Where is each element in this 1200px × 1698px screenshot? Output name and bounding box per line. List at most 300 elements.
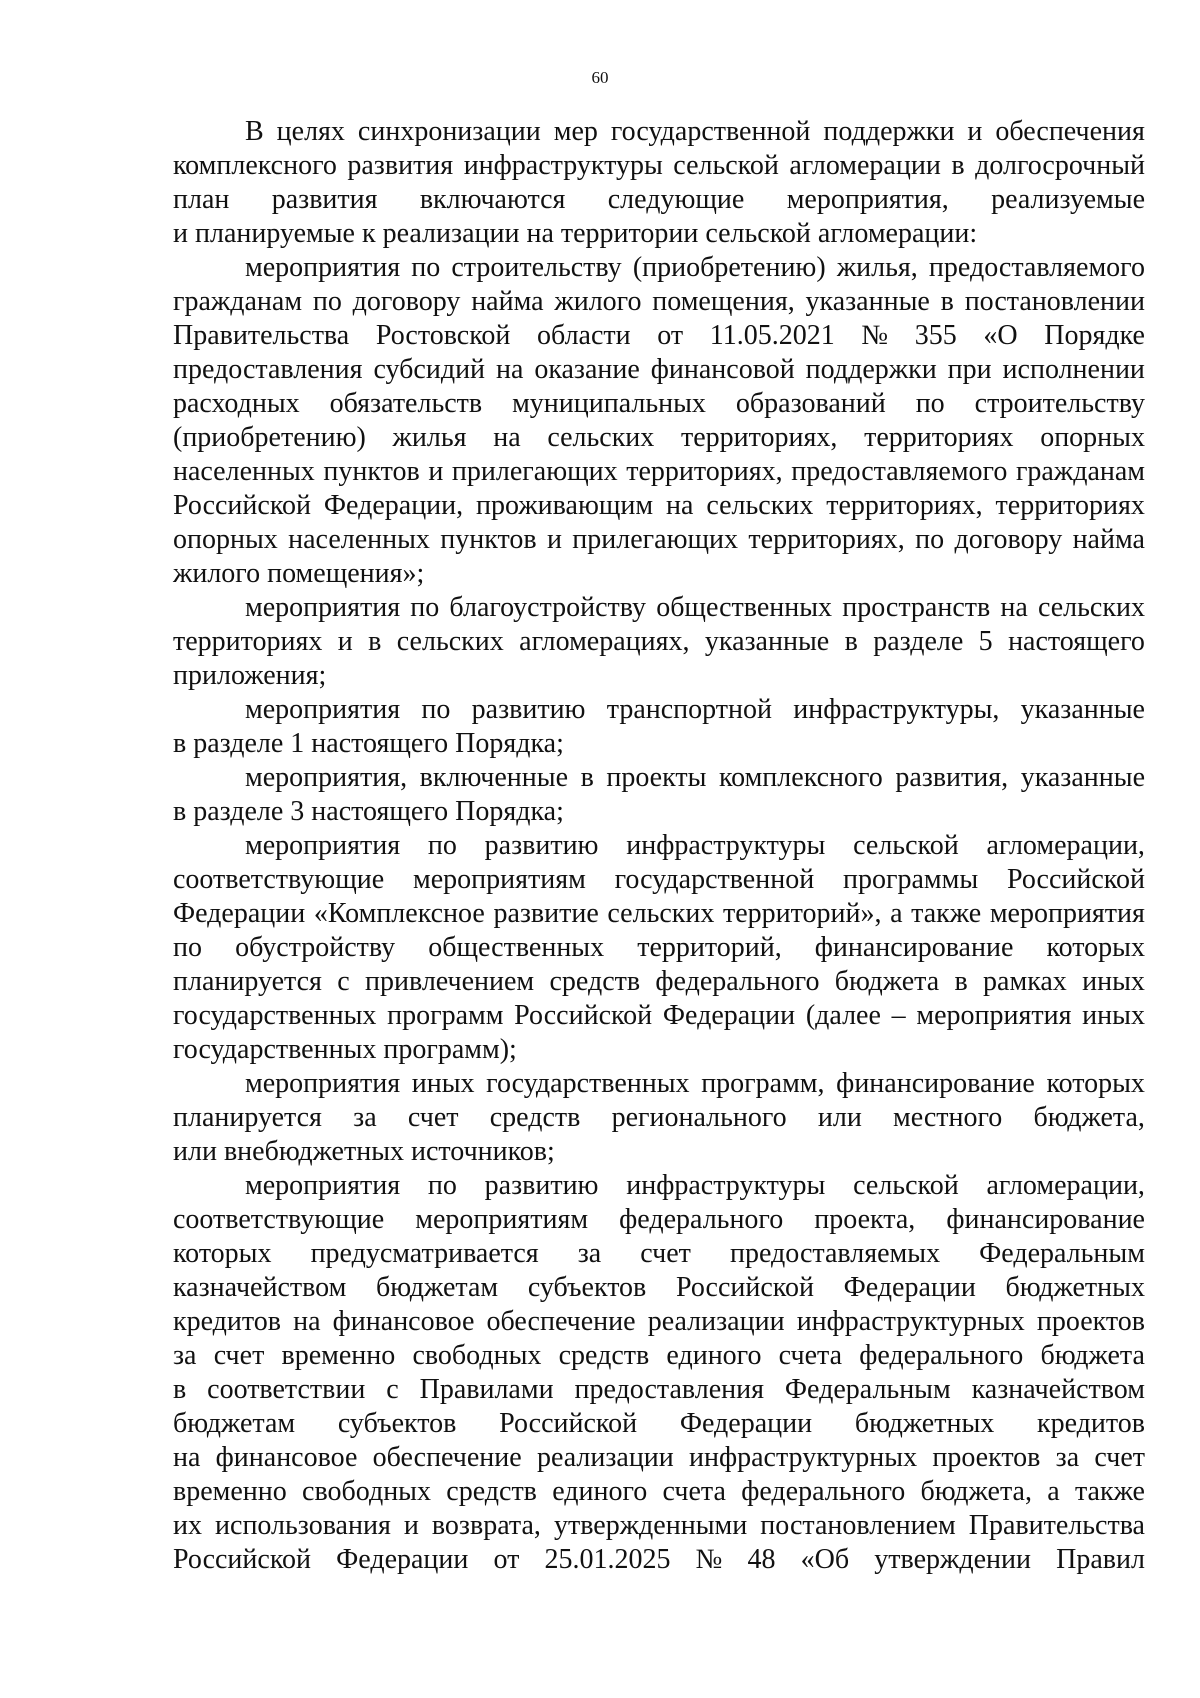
word: по [410,592,440,623]
word: развития, [895,762,1009,793]
text-line [173,149,1145,183]
word: инфраструктурных [796,1306,1025,1337]
word: финансирование [814,932,1014,963]
word: которых [1046,1068,1145,1099]
word: мероприятия [245,592,401,623]
word: счет [213,1340,265,1371]
word: по [421,694,451,725]
word: мероприятия [245,1068,401,1099]
word: территориях, [748,524,905,555]
word: в [951,150,965,181]
word: на [495,354,524,385]
word: Российской [173,490,311,521]
word: (приобретению) [173,422,366,453]
word: расходных [173,388,300,419]
text-line [173,1203,1145,1237]
word: жилья, [836,252,918,283]
word: предоставляемого [928,252,1145,283]
word: Правилами [419,1374,554,1405]
word: развития [347,150,454,181]
word: опорных [1040,422,1145,453]
word: и [173,218,188,249]
word: сельской [853,1170,959,1201]
word: синхронизации [357,116,541,147]
text-line [173,625,1145,659]
text-line [173,1475,1145,1509]
word: соответствующие [173,1204,385,1235]
word: бюджета, [920,1476,1032,1507]
word: в [173,728,187,759]
word: сельской [705,218,811,249]
word: по [915,388,945,419]
word: 11.05.2021 [709,320,835,351]
text-line [173,1067,1145,1101]
word: образований [735,388,886,419]
text-line [173,1543,1145,1577]
word: местного [893,1102,1003,1133]
word: временно [281,1340,396,1371]
word: инфраструктурных [689,1442,918,1473]
word: казначейством [173,1272,347,1303]
word: развитие [493,898,599,929]
word: в [173,1374,187,1405]
word: план [173,184,230,215]
text-line [173,251,1145,285]
text-line [173,829,1145,863]
word: бюджетам [376,1272,499,1303]
word: проживающим [476,490,654,521]
text-line [173,965,1145,999]
word: обеспечение [372,1442,522,1473]
text-line [173,1407,1145,1441]
word: средств [549,966,641,997]
word: бюджета [834,966,940,997]
text-line [173,387,1145,421]
text-line [173,659,1145,693]
word: бюджетам [173,1408,296,1439]
word: Порядка; [455,796,564,827]
text-line [173,1305,1145,1339]
word: государственной [614,864,815,895]
word: сельской [673,150,779,181]
word: по [312,286,342,317]
text-line [173,183,1145,217]
word: по [411,252,441,283]
word: Федерации [843,1272,976,1303]
text-line [173,353,1145,387]
word: программ [387,1000,504,1031]
word: Федерации [679,1408,813,1439]
word: настоящего [311,728,449,759]
word: на [173,1442,201,1473]
word: прилегающих [451,456,618,487]
word: средств [446,1476,537,1507]
word: мероприятия [245,830,401,861]
word: по [915,524,945,555]
word: к [362,218,376,249]
word: соответствии [207,1374,366,1405]
word: источников; [411,1136,555,1167]
word: реализуемые [991,184,1145,215]
word: инфраструктуры [463,150,663,181]
word: государственных [173,1000,377,1031]
word: населенных [173,456,315,487]
word: государственной [610,116,811,147]
word: Федеральным [979,1238,1145,1269]
word: по [427,1170,457,1201]
word: разделе [193,796,284,827]
word: сельских [1037,592,1145,623]
word: развитию [484,1170,599,1201]
text-line [173,761,1145,795]
word: инфраструктуры [626,830,826,861]
word: от [493,1544,520,1575]
word: реализации [536,1442,674,1473]
word: помещения, [652,286,795,317]
word: Порядка; [455,728,564,759]
word: субъектов [527,1272,647,1303]
word: использования [215,1510,391,1541]
word: их [173,1510,202,1541]
word: – [891,1000,906,1031]
word: Российской [173,1544,311,1575]
text-line [173,523,1145,557]
text-line [173,1135,1145,1169]
word: настоящего [1008,626,1145,657]
word: на [526,218,554,249]
text-line [173,1101,1145,1135]
word: Российской [499,1408,638,1439]
word: программ, [701,1068,825,1099]
word: федерального [859,1340,1024,1371]
word: области [537,320,631,351]
word: федерального [619,1204,784,1235]
word: разделе [873,626,964,657]
word: транспортной [606,694,773,725]
word: обеспечение [486,1306,636,1337]
word: свободных [302,1476,431,1507]
word: 355 [914,320,957,351]
word: на [666,490,694,521]
word: финансирование [946,1204,1145,1235]
word: обустройству [235,932,396,963]
text-line [173,489,1145,523]
word: опорных [173,524,278,555]
text-line [173,217,1145,251]
text-line [173,557,1145,591]
word: мероприятиям [415,1204,589,1235]
word: Порядке [1044,320,1145,351]
word: найма [471,286,544,317]
text-line [173,1237,1145,1271]
word: оказание [534,354,640,385]
word: 3 [290,796,305,827]
word: включаются [419,184,566,215]
text-line [173,319,1145,353]
word: общественных [656,592,833,623]
word: мероприятиям [413,864,586,895]
word: проекта, [814,1204,916,1235]
word: по [173,932,202,963]
word: проектов [932,1442,1041,1473]
word: утверждении [874,1544,1031,1575]
word: разделе [193,728,284,759]
word: проекты [606,762,707,793]
word: финансовой [650,354,795,385]
word: за [577,1238,602,1269]
word: мероприятия, [245,762,408,793]
word: «Комплексное [313,898,485,929]
word: единого [552,1476,648,1507]
word: Правил [1056,1544,1145,1575]
word: внебюджетных [223,1136,405,1167]
word: программ); [383,1034,517,1065]
word: сельской [853,830,959,861]
word: утвержденными [553,1510,748,1541]
word: средств [558,1340,650,1371]
word: № [695,1544,723,1575]
word: Федерации [336,1544,469,1575]
word: мероприятия, [786,184,949,215]
word: включенные [419,762,569,793]
word: № [861,320,889,351]
word: (приобретению) [632,252,826,283]
word: средств [489,1102,581,1133]
page-number: 60 [591,68,609,87]
word: или [173,1136,217,1167]
word: за [1055,1442,1080,1473]
word: обязательств [329,388,483,419]
word: долгосрочный [975,150,1145,181]
word: бюджетных [854,1408,995,1439]
word: указанные [704,626,830,657]
word: субъектов [337,1408,457,1439]
word: гражданам [173,286,303,317]
word: Правительства [968,1510,1145,1541]
text-line [173,1509,1145,1543]
word: населенных [288,524,430,555]
word: предоставления [574,1374,765,1405]
word: агломерации: [817,218,978,249]
word: найма [1072,524,1145,555]
word: кредитов [1037,1408,1145,1439]
word: на [293,1306,321,1337]
word: в [580,762,594,793]
word: комплексного [718,762,883,793]
word: в [954,966,968,997]
document-body [173,115,1145,1577]
word: (далее [805,1000,881,1031]
word: настоящего [311,796,449,827]
word: следующие [607,184,745,215]
word: мероприятия [245,694,401,725]
word: и [967,116,983,147]
word: Ростовской [375,320,511,351]
text-line [173,897,1145,931]
word: Российской [1006,864,1145,895]
word: агломерации [789,150,941,181]
text-line [173,455,1145,489]
word: а [890,898,903,929]
word: государственных [173,1034,377,1065]
word: Российской [514,1000,653,1031]
word: жилого [173,558,261,589]
word: жилого [554,286,642,317]
word: бюджета, [1033,1102,1145,1133]
word: счета [662,1476,726,1507]
word: Федерации, [323,490,464,521]
text-line [173,795,1145,829]
text-line [173,931,1145,965]
word: а [1047,1476,1060,1507]
word: планируемые [194,218,355,249]
word: финансирование [836,1068,1035,1099]
word: соответствующие [173,864,385,895]
word: мероприятия [245,252,401,283]
word: помещения»; [267,558,425,589]
word: предоставляемого [791,456,1008,487]
word: Федерации [662,1000,796,1031]
word: федерального [655,966,820,997]
word: счет [640,1238,691,1269]
word: территорий», [723,898,882,929]
text-line [173,115,1145,149]
word: возврата, [431,1510,541,1541]
word: жилья [392,422,467,453]
word: территориях [864,422,1014,453]
text-line [173,1373,1145,1407]
word: пунктов [323,456,420,487]
word: 5 [978,626,993,657]
word: развития [271,184,378,215]
word: гражданам [1015,456,1145,487]
word: обеспечения [995,116,1145,147]
word: счета [778,1340,843,1371]
word: регионального [611,1102,787,1133]
text-line [173,999,1145,1033]
word: договору [352,286,461,317]
word: инфраструктуры, [793,694,1000,725]
word: исполнении [1002,354,1145,385]
word: территориях, [826,490,983,521]
text-line [173,421,1145,455]
word: реализации [647,1306,785,1337]
word: предоставления [173,354,363,385]
word: бюджетных [1005,1272,1145,1303]
word: бюджета [1040,1340,1145,1371]
word: также [911,898,982,929]
word: благоустройству [449,592,647,623]
word: реализации [382,218,520,249]
word: планируется [173,1102,322,1133]
word: кредитов [173,1306,281,1337]
text-line [173,591,1145,625]
word: свободных [412,1340,542,1371]
word: единого [666,1340,762,1371]
text-line [173,727,1145,761]
word: иных [1082,1000,1145,1031]
word: строительству [974,388,1145,419]
text-line [173,1339,1145,1373]
word: которых [173,1238,272,1269]
text-line [173,863,1145,897]
word: В [245,116,264,147]
word: в [940,286,954,317]
word: указанные [1020,762,1145,793]
word: приложения; [173,660,327,691]
word: территориях, [626,456,783,487]
word: развитию [471,694,586,725]
word: рамках [983,966,1067,997]
word: Правительства [173,320,350,351]
word: привлечением [365,966,535,997]
word: постановлением [760,1510,956,1541]
word: на [493,422,521,453]
word: целях [276,116,345,147]
word: мероприятия [989,898,1145,929]
word: агломерации, [986,1170,1145,1201]
word: территориях [173,626,323,657]
word: муниципальных [512,388,706,419]
word: агломерациях, [519,626,690,657]
word: федерального [741,1476,906,1507]
word: или [817,1102,862,1133]
word: общественных [428,932,605,963]
text-line [173,693,1145,727]
word: от [657,320,684,351]
word: территориях, [681,422,838,453]
word: постановлении [964,286,1145,317]
word: мероприятия [916,1000,1072,1031]
word: финансовое [215,1442,358,1473]
word: счет [1094,1442,1145,1473]
word: строительству [451,252,622,283]
word: в [173,796,187,827]
text-line [173,1271,1145,1305]
word: 1 [290,728,305,759]
word: «О [983,320,1018,351]
text-line [173,1441,1145,1475]
word: с [337,966,350,997]
word: территории [560,218,699,249]
word: также [1074,1476,1145,1507]
word: иных [1082,966,1145,997]
word: в [368,626,382,657]
word: счет [407,1102,459,1133]
word: субсидий [373,354,486,385]
word: инфраструктуры [626,1170,826,1201]
word: при [947,354,992,385]
word: поддержки [805,354,937,385]
word: мероприятия [245,1170,401,1201]
word: указанные [1020,694,1145,725]
word: территориях [995,490,1145,521]
word: и [428,456,444,487]
word: Российской [675,1272,814,1303]
word: и [337,626,353,657]
text-line [173,285,1145,319]
word: комплексного [173,150,337,181]
word: за [173,1340,197,1371]
word: сельских [547,422,655,453]
word: Федеральным [784,1374,951,1405]
word: развитию [484,830,599,861]
word: в [844,626,858,657]
word: государственных [486,1068,690,1099]
word: территорий, [637,932,782,963]
word: предоставляемых [729,1238,941,1269]
word: проектов [1036,1306,1145,1337]
